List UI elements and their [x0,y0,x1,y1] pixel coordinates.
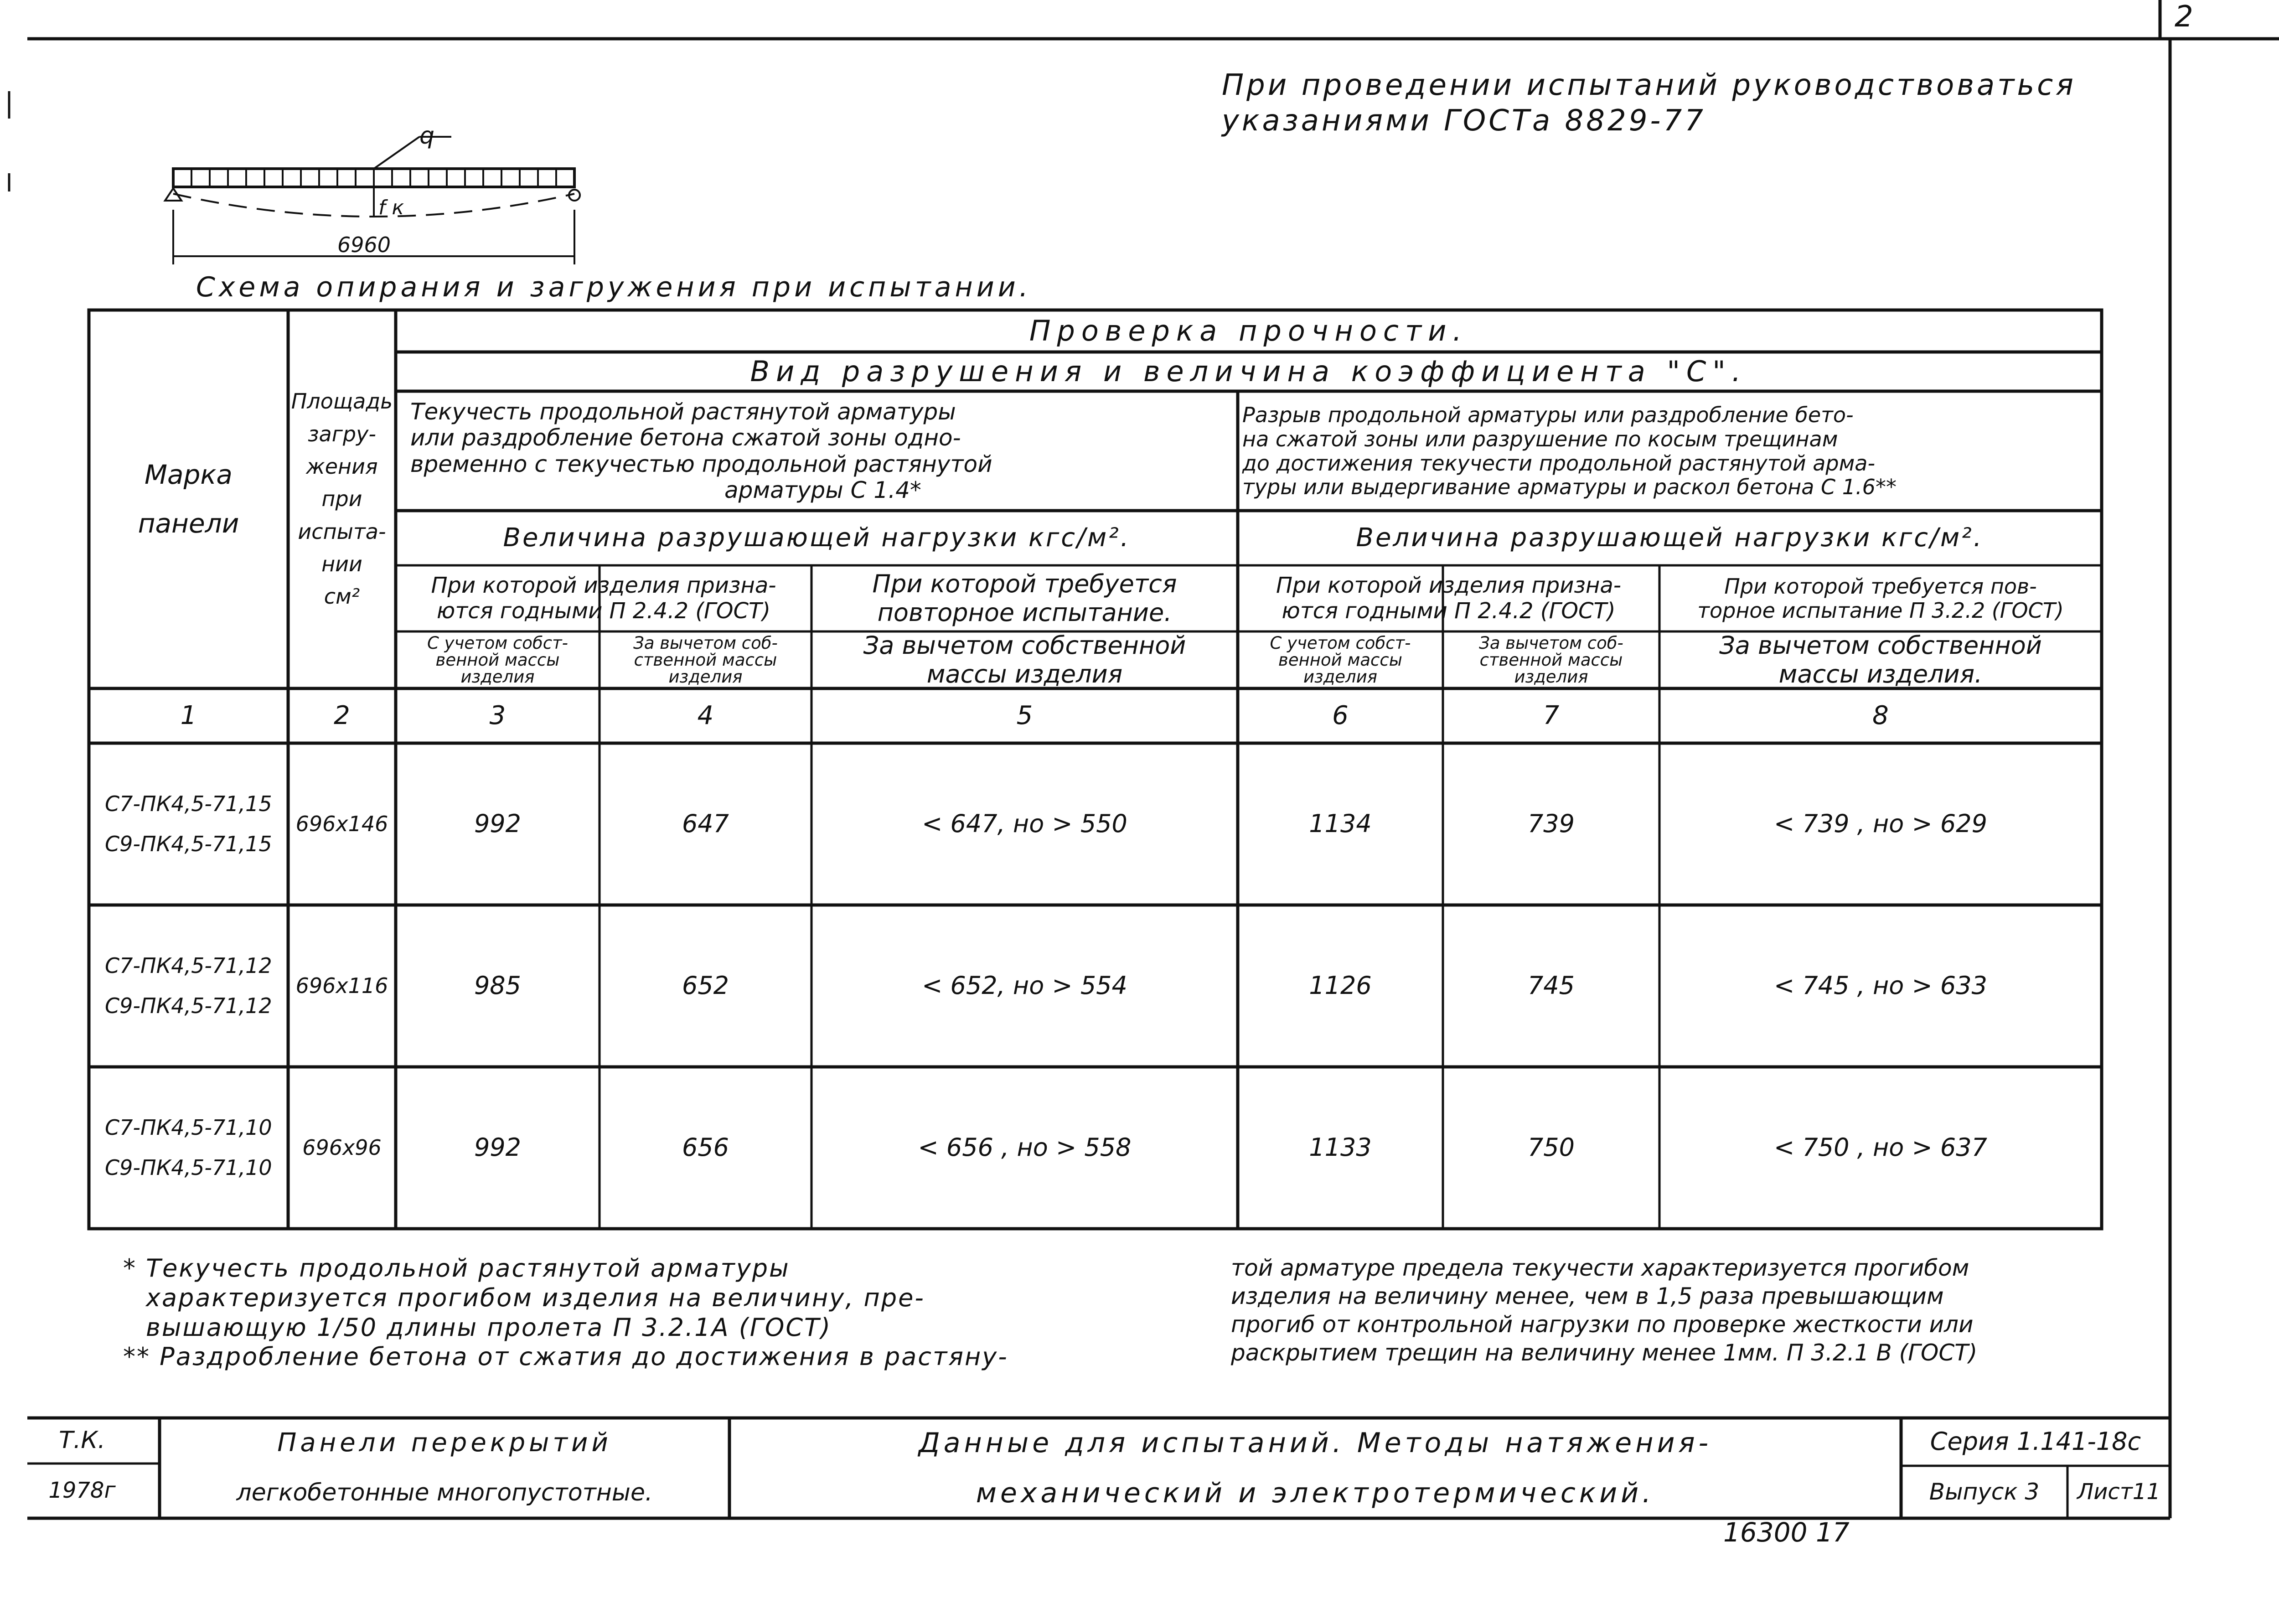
top-note-line-1: При проведении испытаний руководствоваться [1222,68,2076,102]
table-row-3-c7: 750 [1527,1133,1575,1162]
table-row-2-c8: < 745 , но > 633 [1774,971,1987,1000]
column-number: 6 [1332,700,1349,730]
header-load-value-right: Величина разрушающей нагрузки кгс/м². [1356,522,1984,553]
table-row-2-c3: 985 [474,971,522,1000]
header-group-left-line: арматуры С 1.4* [724,477,921,503]
header-retest-left-line: При которой требуется [872,569,1177,599]
table-row-1-c7: 739 [1527,809,1575,838]
deflection-label: f к [378,196,404,219]
table-row-1-c3: 992 [474,809,522,838]
col-header-load-area-line: нии [321,551,362,576]
panel-mark: С7-ПК4,5-71,10 [105,1115,272,1140]
table-row-3-c4: 656 [682,1133,729,1162]
table-row-2-c7: 745 [1527,971,1575,1000]
table-row-1-c5: < 647, но > 550 [922,809,1127,838]
column-number: 2 [334,700,350,730]
header-with-mass-line: венной массы [435,650,560,670]
column-number: 4 [697,700,714,730]
header-retest-left-line: повторное испытание. [877,598,1172,627]
header-group-left-line: Текучесть продольной растянутой арматуры [410,398,956,425]
panel-mark: С9-ПК4,5-71,15 [105,831,272,856]
header-failure-type: Вид разрушения и величина коэффициента "С". [750,355,1747,388]
title-block-product-line-2: легкобетонные многопустотные. [236,1479,653,1507]
col-header-load-area-line: см² [324,584,360,609]
table-row-3-c6: 1133 [1309,1133,1372,1162]
header-with-mass-line: С учетом собст- [1270,633,1411,653]
table-row-1-c8: < 739 , но > 629 [1774,809,1987,838]
header-fit-right-line: При которой изделия призна- [1276,573,1622,599]
title-block-title-line-1: Данные для испытаний. Методы натяжения- [918,1427,1712,1459]
header-group-left-line: временно с текучестью продольной растянутой [410,450,992,477]
header-with-mass-line: изделия [1303,667,1378,687]
column-number: 7 [1543,700,1560,730]
footnote-line: раскрытием трещин на величину менее 1мм. П 3.2.1 В (ГОСТ) [1231,1340,1978,1366]
bottom-stamp: 16300 17 [1723,1517,1850,1548]
column-number: 8 [1872,700,1889,730]
header-minus-mass-line: изделия [668,667,743,687]
footnote-line: той арматуре предела текучести характеризуется прогибом [1231,1255,1969,1281]
header-fit-right-line: ются годными П 2.4.2 (ГОСТ) [1282,598,1616,624]
header-with-mass-line: венной массы [1278,650,1402,670]
top-note-line-2: указаниями ГОСТа 8829-77 [1222,104,1706,138]
header-fit-left-line: ются годными П 2.4.2 (ГОСТ) [436,598,771,624]
header-with-mass-line: изделия [460,667,535,687]
column-number: 5 [1016,700,1033,730]
table-row-1-c4: 647 [682,809,729,838]
footnote-line: изделия на величину менее, чем в 1,5 раза превышающим [1231,1283,1944,1309]
header-minus-mass-wide-line: массы изделия. [1778,659,1983,688]
title-block-year: 1978г [48,1478,116,1504]
header-retest-right-line: торное испытание П 3.2.2 (ГОСТ) [1697,598,2064,623]
header-group-right-line: на сжатой зоны или разрушение по косым трещинам [1242,426,1838,451]
header-minus-mass-line: изделия [1514,667,1588,687]
col-header-load-area-line: жения [306,454,378,479]
column-number: 1 [180,700,197,730]
header-minus-mass-line: За вычетом соб- [1479,633,1623,653]
title-block-issue: Выпуск 3 [1929,1478,2040,1505]
sheet-corner-number: 2 [2175,0,2193,34]
header-retest-right-line: При которой требуется пов- [1724,574,2037,599]
title-block-tk: Т.К. [59,1427,105,1454]
span-label: 6960 [337,233,391,257]
col-header-panel-mark-line: Марка [145,459,233,491]
panel-mark: С9-ПК4,5-71,12 [105,993,272,1018]
panel-mark: С7-ПК4,5-71,12 [105,953,272,978]
table-row-2-area: 696x116 [295,973,388,998]
header-minus-mass-wide-line: За вычетом собственной [1719,631,2042,660]
panel-mark: С7-ПК4,5-71,15 [105,791,272,817]
header-fit-left-line: При которой изделия призна- [431,573,776,599]
col-header-load-area-line: испыта- [298,519,386,544]
footnote-line: ** Раздробление бетона от сжатия до достижения в растяну- [123,1342,1008,1371]
header-minus-mass-line: ственной массы [1479,650,1623,670]
footnote-line: характеризуется прогибом изделия на величину, пре- [146,1283,925,1312]
title-block-product-line-1: Панели перекрытий [277,1427,612,1458]
panel-mark: С9-ПК4,5-71,10 [105,1155,272,1180]
table-row-3-c8: < 750 , но > 637 [1774,1133,1987,1162]
header-load-value-left: Величина разрушающей нагрузки кгс/м². [503,522,1131,553]
col-header-load-area-line: загру- [308,421,376,446]
col-header-panel-mark-line: панели [138,508,239,539]
table-row-2-c4: 652 [682,971,729,1000]
footnote-line: вышающую 1/50 длины пролета П 3.2.1А (ГОСТ) [146,1313,832,1342]
table-row-1-c6: 1134 [1309,809,1372,838]
column-number: 3 [489,700,506,730]
footnote-line: прогиб от контрольной нагрузки по проверке жесткости или [1231,1311,1974,1338]
col-header-load-area-line: при [321,486,362,512]
header-minus-mass-line: За вычетом соб- [633,633,778,653]
table-row-3-c3: 992 [474,1133,522,1162]
scheme-caption: Схема опирания и загружения при испытании. [196,271,1032,303]
title-block-series: Серия 1.141-18с [1930,1427,2141,1456]
col-header-load-area-line: Площадь [291,389,393,414]
header-group-right-line: Разрыв продольной арматуры или раздробление бето- [1242,402,1854,427]
table-row-3-c5: < 656 , но > 558 [918,1133,1132,1162]
header-minus-mass-line: ственной массы [634,650,777,670]
table-row-1-area: 696x146 [295,812,388,837]
table-row-3-area: 696x96 [302,1135,382,1160]
title-block-title-line-2: механический и электротермический. [976,1477,1655,1509]
header-minus-mass-wide-line: массы изделия [926,659,1123,688]
load-label: q [419,122,435,150]
header-group-left-line: или раздробление бетона сжатой зоны одно- [410,424,961,451]
table-row-2-c5: < 652, но > 554 [922,971,1127,1000]
title-block-sheet: Лист11 [2077,1479,2160,1505]
header-group-right-line: до достижения текучести продольной растянутой арма- [1242,450,1876,476]
header-minus-mass-wide-line: За вычетом собственной [863,631,1186,660]
header-with-mass-line: С учетом собст- [427,633,568,653]
table-row-2-c6: 1126 [1309,971,1372,1000]
header-group-right-line: туры или выдергивание арматуры и раскол бетона С 1.6** [1242,475,1897,500]
footnote-line: * Текучесть продольной растянутой арматуры [123,1254,790,1283]
header-strength-check: Проверка прочности. [1029,314,1468,348]
